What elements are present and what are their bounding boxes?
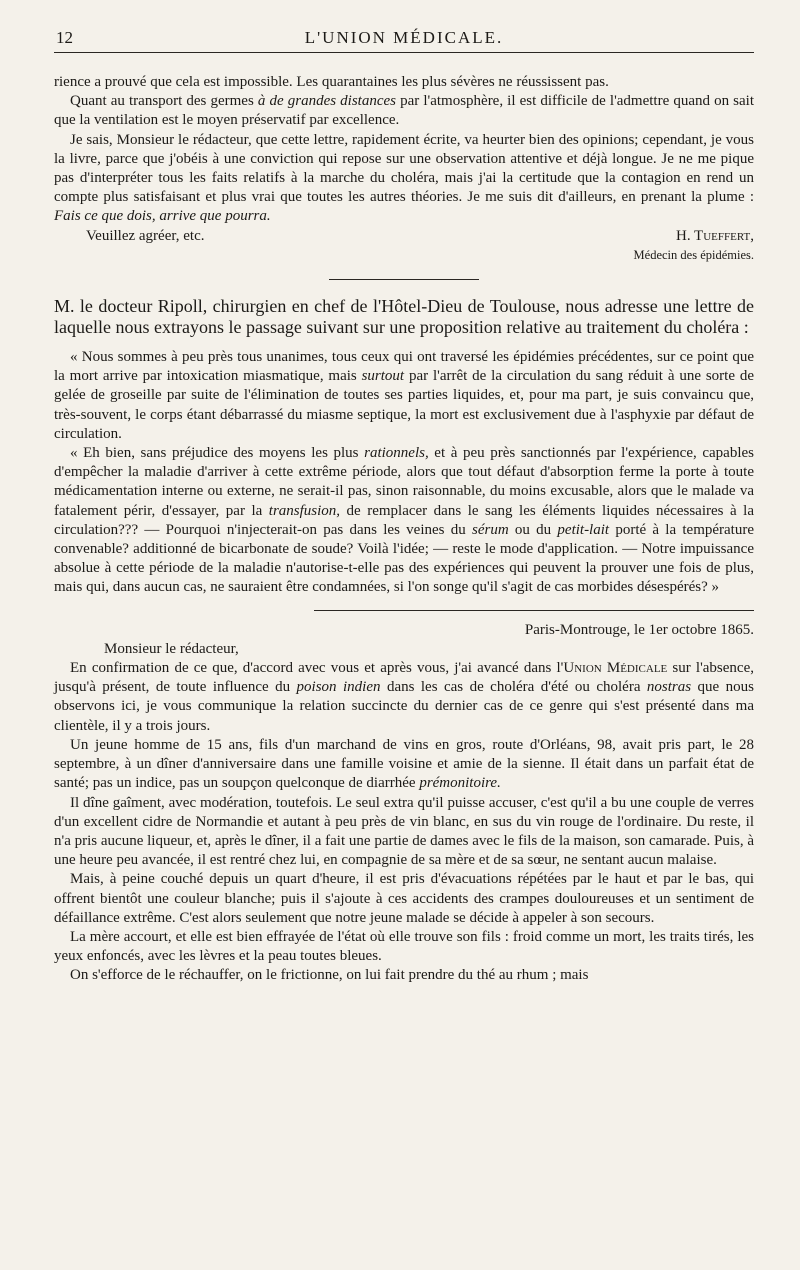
page-number: 12 bbox=[56, 28, 73, 47]
paragraph: La mère accourt, et elle est bien effrayée de l'état où elle trouve son fils : froid comme un mort, les traits tirés, les yeux enfoncés, avec les lèvres et la peau toutes bleues. bbox=[54, 928, 754, 965]
section-divider bbox=[329, 279, 479, 280]
quote-paragraph: « Eh bien, sans préjudice des moyens les plus rationnels, et à peu près sanctionnés par l'expérience, capables d'empêcher la maladie d'arriver à cette extrême période, alors que tout défaut d'absorption ferme la porte à toute médicamentation interne ou externe, ne serait-il pas, sinon raisonnable, du moins excusable, alors que le malade va fatalement périr, d'essayer, par la transfusion, de remplacer dans le sang les éléments liquides nécessaires à la circulation??? — Pourquoi n'injecterait-on pas dans les veines du sérum ou du petit-lait porté à la température convenable? additionné de bicarbonate de soude? Voilà l'idée; — reste le mode d'application. — Notre impuissance absolue à cette période de la maladie n'autorise-t-elle pas des expériences qui peuvent la prouver une fois de plus, mais qui, dans aucun cas, ne sauraient être condamnées, si l'on songe qu'il s'agit de cas morbides désespérés? » bbox=[54, 445, 754, 596]
page-header bbox=[54, 22, 754, 53]
letter-dateline: Paris-Montrouge, le 1er octobre 1865. bbox=[524, 621, 754, 638]
paragraph: En confirmation de ce que, d'accord avec vous et après vous, j'ai avancé dans l'Union Médicale sur l'absence, jusqu'à présent, de toute influence du poison indien dans les cas de choléra d'été ou choléra nostras que nous observons ici, je vous communique la relation succincte du dernier cas de ce genre qui s'est présenté dans ma clientèle, il y a trois jours. bbox=[54, 660, 754, 734]
paragraph: Je sais, Monsieur le rédacteur, que cette lettre, rapidement écrite, va heurter bien des opinions; cependant, je vous la livre, parce que j'obéis à une conviction qui repose sur une observation attentive et déjà longue. Je ne me pique pas d'interpréter tous les faits relatifs à la marche du choléra, mais j'ai la certitude que la contagion en rend un compte plus satisfaisant et plus vrai que toutes les autres théories. Je me suis dit d'ailleurs, en prenant la plume : Fais ce que dois, arrive que pourra. bbox=[54, 131, 754, 225]
paragraph: rience a prouvé que cela est impossible. Les quarantaines les plus sévères ne réussissent pas. bbox=[54, 74, 609, 90]
paragraph: Un jeune homme de 15 ans, fils d'un marchand de vins en gros, route d'Orléans, 98, avait pris part, le 28 septembre, à un dîner d'anniversaire dans une famille voisine et amie de la sienne. Il était dans un parfait état de santé; pas un indice, pas un soupçon quelconque de diarrhée prémonitoire. bbox=[54, 736, 754, 792]
closing-formula: Veuillez agréer, etc. bbox=[86, 227, 205, 244]
paragraph: Quant au transport des germes à de grandes distances par l'atmosphère, il est difficile de l'admettre quand on sait que la ventilation est le moyen préservatif par excellence. bbox=[54, 93, 754, 129]
letter-salutation: Monsieur le rédacteur, bbox=[104, 640, 239, 657]
paragraph: Mais, à peine couché depuis un quart d'heure, il est pris d'évacuations répétées par le haut et par le bas, qui offrent bientôt une couleur blanche; puis il s'ajoute à ces accidents des crampes douloureuses et un sentiment de défaillance extrême. C'est alors seulement que notre jeune malade se décide à appeler à son secours. bbox=[54, 871, 754, 926]
running-title: L'UNION MÉDICALE. bbox=[304, 28, 504, 47]
section-divider bbox=[314, 610, 754, 611]
quote-paragraph: « Nous sommes à peu près tous unanimes, tous ceux qui ont traversé les épidémies précédentes, sur ce point que la mort arrive par intoxication miasmatique, mais surtout par l'arrêt de la circulation du sang réduit à une sorte de gelée de groseille par suite de l'élimination de toutes ses parties liquides, et, pour ma part, je suis convaincu que, très-souvent, le corps étant débarrassé du miasme septique, la mort est exclusivement due à l'asphyxie par défaut de circulation. bbox=[54, 349, 754, 442]
section-intro: M. le docteur Ripoll, chirurgien en chef de l'Hôtel-Dieu de Toulouse, nous adresse une lettre de laquelle nous extrayons le passage suivant sur une proposition relative au traitement du choléra : bbox=[54, 296, 754, 338]
signature: H. Tueffert, bbox=[676, 227, 754, 244]
signature-line bbox=[54, 227, 754, 246]
paragraph: Il dîne gaîment, avec modération, toutefois. Le seul extra qu'il puisse accuser, c'est qu'il a bu une couple de verres d'un excellent cidre de Normandie et autant à peu près de vin blanc, en sus du vin rouge de l'ordinaire. Du reste, il n'a pris aucune liqueur, et, après le dîner, il a fait une partie de dames avec le fils de la maison, son camarade. Puis, à une heure peu avancée, il est rentré chez lui, en compagnie de sa mère et de sa sœur, ne sentant aucun malaise. bbox=[54, 794, 754, 869]
body-text bbox=[54, 73, 754, 986]
signature-title: Médecin des épidémies. bbox=[633, 247, 754, 262]
paragraph: On s'efforce de le réchauffer, on le frictionne, on lui fait prendre du thé au rhum ; mais bbox=[70, 967, 589, 984]
